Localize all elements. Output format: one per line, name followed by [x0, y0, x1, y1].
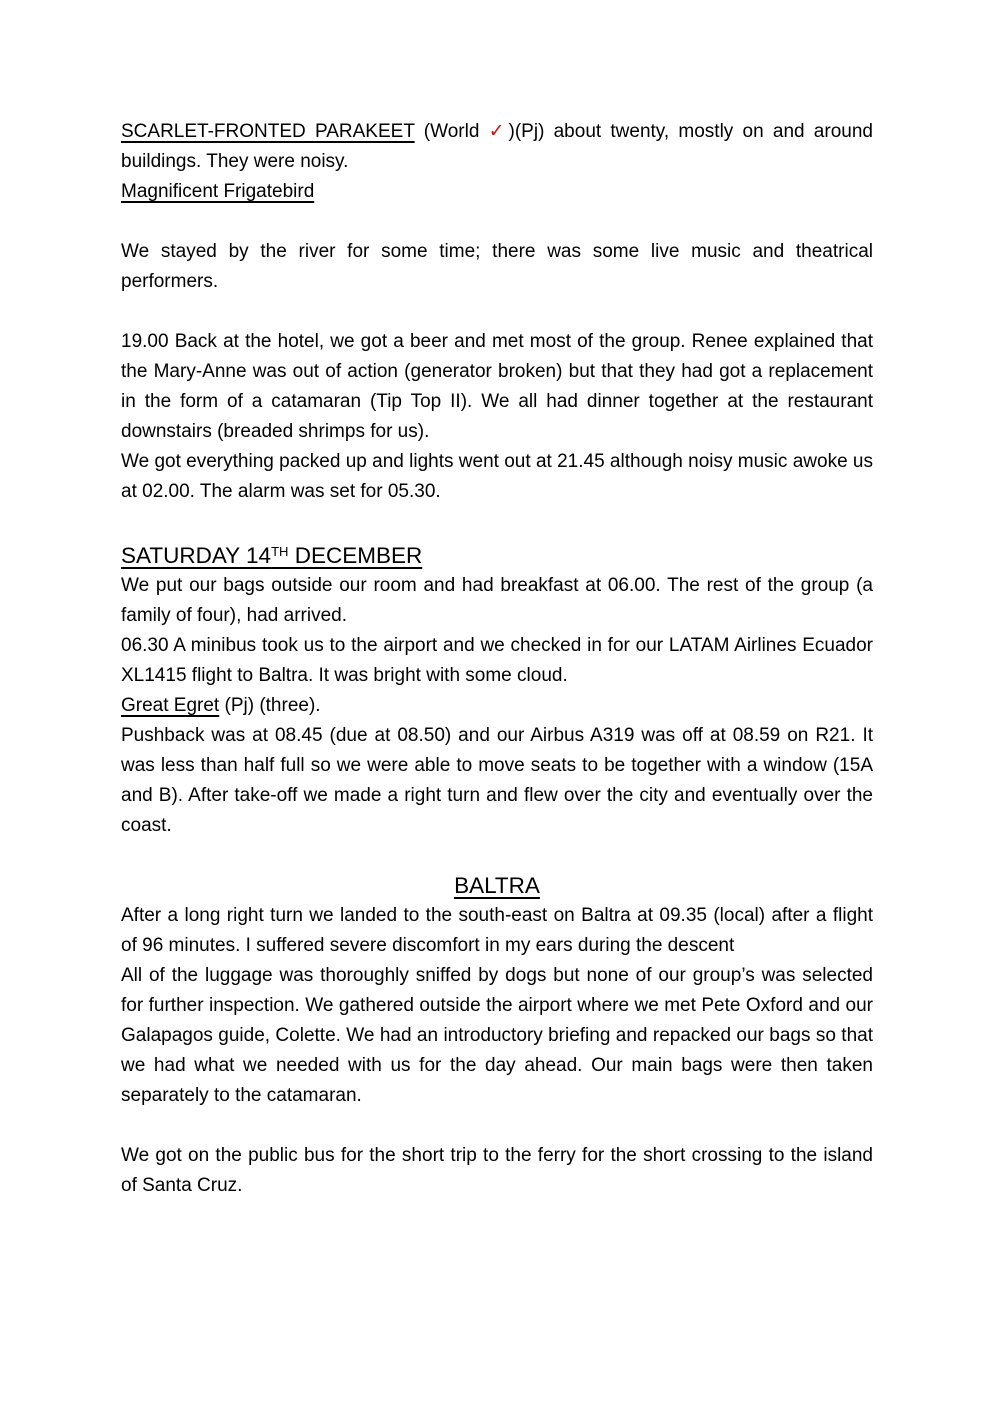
text-segment: We stayed by the river for some time; there was some live music and theatrical performers.	[121, 241, 873, 292]
text-segment: All of the luggage was thoroughly sniffed by dogs but none of our group’s was selected for further inspection. We gathered outside the airport where we met Pete Oxford and our Galapagos guide, Colette. We had an introductory briefing and repacked our bags so that we had what we needed with us for the day ahead. Our main bags were then taken separately to the catamaran.	[121, 965, 873, 1107]
breakfast-paragraph	[121, 571, 873, 631]
text-segment: BALTRA	[454, 873, 540, 899]
text-segment: SATURDAY 14	[121, 543, 272, 569]
text-segment: 06.30 A minibus took us to the airport and we checked in for our LATAM Airlines Ecuador XL1415 flight to Baltra. It was bright with some cloud.	[121, 635, 873, 687]
text-segment: Magnificent Frigatebird	[121, 181, 315, 202]
text-segment: We put our bags outside our room and had breakfast at 06.00. The rest of the group (a family of four), had arrived.	[121, 575, 873, 627]
river-paragraph	[121, 237, 873, 297]
hotel-paragraph	[121, 327, 873, 447]
text-segment: After a long right turn we landed to the south-east on Baltra at 09.35 (local) after a flight of 96 minutes. I suffered severe discomfort in my ears during the descent	[121, 905, 873, 957]
text-segment: (World	[414, 121, 489, 142]
blank-line	[121, 207, 873, 237]
frigatebird-line	[121, 177, 873, 207]
minibus-paragraph	[121, 631, 873, 691]
text-segment: TH	[271, 544, 289, 559]
parakeet-paragraph	[121, 117, 873, 177]
text-segment: 19.00 Back at the hotel, we got a beer and met most of the group. Renee explained that the Mary-Anne was out of action (generator broken) but that they had got a replacement in the form of a catamaran (Tip Top II). We all had dinner together at the restaurant downstairs (breaded shrimps for us).	[121, 331, 873, 442]
text-segment: (Pj) (three).	[219, 695, 321, 717]
flight-paragraph	[121, 721, 873, 841]
packing-paragraph	[121, 447, 873, 507]
text-segment: SCARLET-FRONTED PARAKEET	[121, 121, 415, 142]
text-segment: DECEMBER	[288, 543, 423, 569]
saturday-heading	[121, 537, 873, 571]
egret-line	[121, 691, 873, 721]
text-segment: We got on the public bus for the short trip to the ferry for the short crossing to the island of Santa Cruz.	[121, 1145, 873, 1197]
text-segment: We got everything packed up and lights went out at 21.45 although noisy music awoke us at 02.00. The alarm was set for 05.30.	[121, 451, 873, 502]
text-segment: Pushback was at 08.45 (due at 08.50) and our Airbus A319 was off at 08.59 on R21. It was less than half full so we were able to move seats to be together with a window (15A and B). After take-off we made a right turn and flew over the city and eventually over the coast.	[121, 725, 873, 837]
text-segment: Great Egret	[121, 695, 220, 717]
landing-paragraph	[121, 901, 873, 961]
blank-line	[121, 507, 873, 537]
baltra-heading	[121, 871, 873, 901]
blank-line	[121, 841, 873, 871]
checkmark-icon: ✓	[488, 121, 509, 142]
text-segment: )(Pj) about twenty, mostly on and around buildings. They were noisy.	[121, 121, 873, 172]
luggage-paragraph	[121, 961, 873, 1111]
blank-line	[121, 297, 873, 327]
blank-line	[121, 1111, 873, 1141]
bus-paragraph	[121, 1141, 873, 1201]
